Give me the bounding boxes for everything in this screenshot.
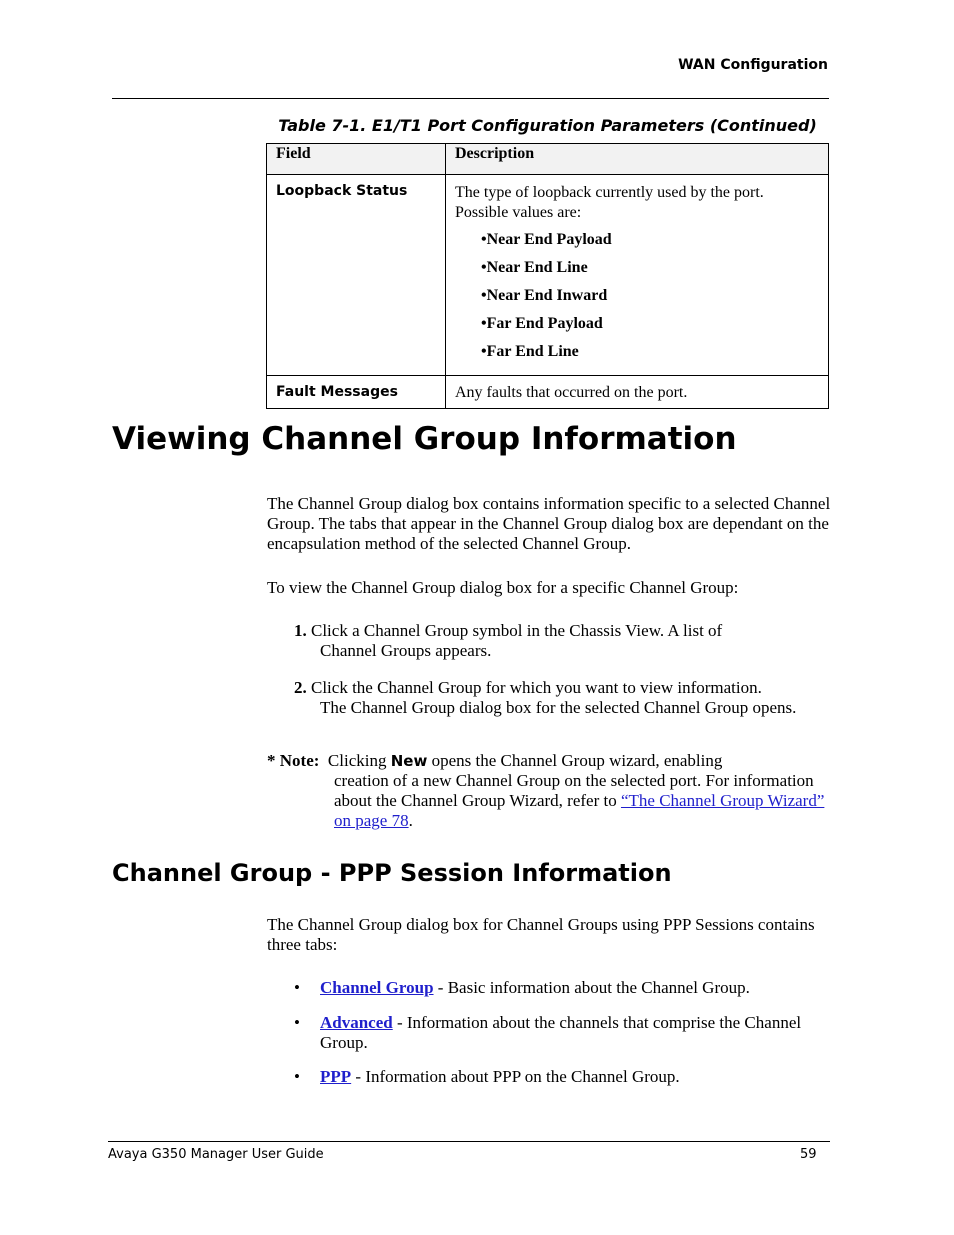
ppp-tab-link[interactable]: PPP <box>320 1067 352 1086</box>
step-number: 2. <box>294 678 307 697</box>
note-end: . <box>408 811 413 830</box>
description-text: Any faults that occurred on the port. <box>446 376 829 409</box>
new-keyword: New <box>390 752 428 770</box>
bullet-text: - Information about the channels that comprise the Channel Group. <box>320 1013 802 1052</box>
list-item: • Near End Line <box>481 257 819 285</box>
note-block <box>267 751 832 831</box>
table-row <box>267 175 829 376</box>
bullet-icon: • <box>294 978 300 997</box>
list-item: • Far End Line <box>481 341 819 369</box>
step-item <box>294 621 839 661</box>
step-text: The Channel Group dialog box for the selected Channel Group opens. <box>320 698 797 717</box>
parameters-table <box>266 143 829 409</box>
note-label: * Note: <box>267 751 320 770</box>
bullet-icon: • <box>294 1067 300 1086</box>
advanced-tab-link[interactable]: Advanced <box>320 1013 393 1032</box>
bullet-text: - Basic information about the Channel Group. <box>433 978 750 997</box>
page-number: 59 <box>800 1147 817 1162</box>
step-text: Channel Groups appears. <box>320 641 492 660</box>
footer-doc-title: Avaya G350 Manager User Guide <box>108 1147 324 1162</box>
step-text: Click a Channel Group symbol in the Chassis View. A list of <box>311 621 723 640</box>
description-text: The type of loopback currently used by the port. <box>455 184 764 201</box>
list-item: • Near End Inward <box>481 285 819 313</box>
possible-values-list <box>455 229 819 369</box>
table-header-row <box>267 144 829 175</box>
paragraph: To view the Channel Group dialog box for a specific Channel Group: <box>267 578 739 597</box>
bullet-text: - Information about PPP on the Channel Group. <box>351 1067 680 1086</box>
channel-group-tab-link[interactable]: Channel Group <box>320 978 434 997</box>
bullet-icon: • <box>294 1013 300 1032</box>
paragraph: The Channel Group dialog box contains information specific to a selected Channel Group. The tabs that appear in the Channel Group dialog box are dependant on the encapsulation method of the selected Channel Group. <box>267 494 831 553</box>
column-header-description: Description <box>446 144 829 175</box>
field-fault-messages: Fault Messages <box>267 376 446 409</box>
column-header-field: Field <box>267 144 446 175</box>
list-item: • Near End Payload <box>481 229 819 257</box>
footer-divider <box>108 1141 830 1142</box>
step-number: 1. <box>294 621 307 640</box>
step-text: Click the Channel Group for which you want to view information. <box>311 678 762 697</box>
note-text: Clicking <box>327 751 387 770</box>
description-text: Possible values are: <box>455 204 582 221</box>
note-continued <box>267 771 832 831</box>
step-item <box>294 678 839 718</box>
table-row <box>267 376 829 409</box>
channel-group-wizard-link[interactable]: “The Channel Group Wizard” on page 78 <box>334 791 825 830</box>
subsection-heading: Channel Group - PPP Session Information <box>112 859 672 887</box>
table-caption: Table 7-1. E1/T1 Port Configuration Parameters (Continued) <box>278 116 817 135</box>
note-text: creation of a new Channel Group on the selected port. For information about the Channel Group Wizard, refer to <box>334 771 814 810</box>
section-heading: Viewing Channel Group Information <box>112 421 737 457</box>
description-cell <box>446 175 829 376</box>
field-loopback-status: Loopback Status <box>267 175 446 376</box>
bullet-item <box>294 1013 834 1053</box>
bullet-item <box>294 1067 834 1087</box>
list-item: • Far End Payload <box>481 313 819 341</box>
paragraph: The Channel Group dialog box for Channel Groups using PPP Sessions contains three tabs: <box>267 915 815 954</box>
bullet-item <box>294 978 834 998</box>
header-divider <box>112 98 829 99</box>
note-text: opens the Channel Group wizard, enabling <box>431 751 723 770</box>
running-header: WAN Configuration <box>678 57 828 73</box>
